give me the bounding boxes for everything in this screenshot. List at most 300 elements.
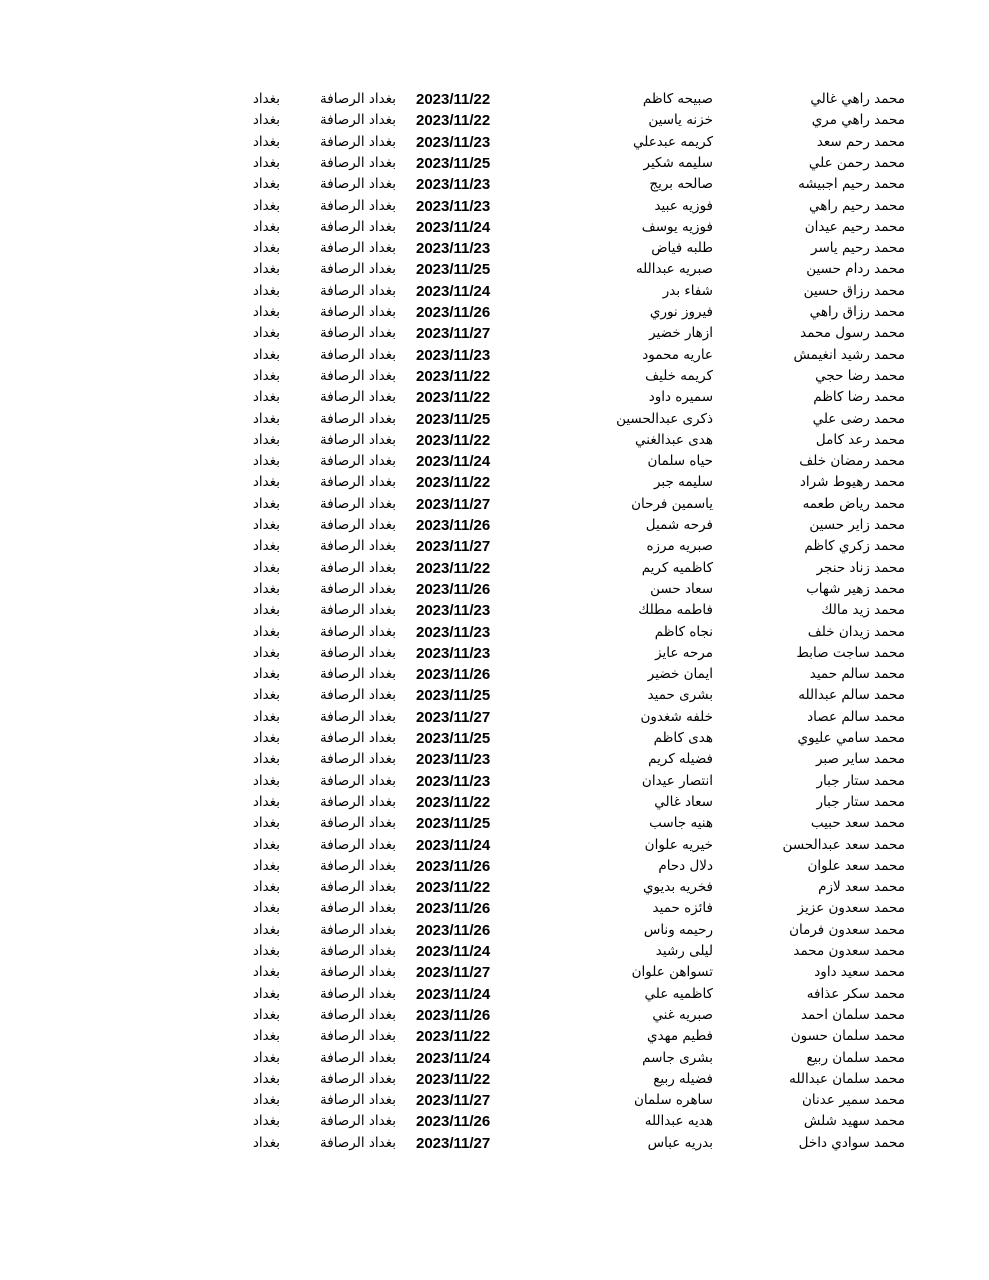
person-name: محمد رسول محمد bbox=[800, 325, 905, 342]
mother-name: كاظميه علي bbox=[644, 985, 713, 1002]
mother-name: صبيحه كاظم bbox=[642, 91, 713, 107]
district-name: بغداد الرصافة bbox=[320, 154, 396, 171]
person-name: محمد زيد مالك bbox=[821, 602, 905, 619]
province-name: بغداد bbox=[252, 900, 280, 917]
registration-date: 2023/11/25 bbox=[416, 815, 491, 833]
district-name: بغداد الرصافة bbox=[320, 538, 396, 555]
table-row bbox=[0, 728, 989, 749]
table-row bbox=[0, 451, 989, 472]
person-name: محمد رعد كامل bbox=[815, 431, 905, 448]
table-row bbox=[0, 558, 989, 579]
mother-name: فائزه حميد bbox=[652, 900, 713, 917]
mother-name: نجاه كاظم bbox=[654, 623, 713, 640]
district-name: بغداد الرصافة bbox=[320, 772, 396, 789]
table-row bbox=[0, 281, 989, 302]
mother-name: ياسمين فرحان bbox=[631, 495, 713, 512]
person-name: محمد سلمان ربيع bbox=[806, 1049, 905, 1066]
district-name: بغداد الرصافة bbox=[320, 836, 396, 853]
mother-name: فرحه شميل bbox=[645, 517, 713, 533]
district-name: بغداد الرصافة bbox=[320, 1070, 396, 1087]
district-name: بغداد الرصافة bbox=[320, 623, 396, 640]
mother-name: طلبه فياض bbox=[651, 240, 713, 257]
mother-name: كريمه عبدعلي bbox=[633, 133, 713, 150]
province-name: بغداد bbox=[252, 176, 280, 193]
person-name: محمد سلمان عبدالله bbox=[789, 1070, 905, 1087]
district-name: بغداد الرصافة bbox=[320, 708, 396, 725]
province-name: بغداد bbox=[252, 1006, 280, 1023]
province-name: بغداد bbox=[252, 1092, 280, 1109]
district-name: بغداد الرصافة bbox=[320, 730, 396, 746]
mother-name: رحيمه وناس bbox=[643, 921, 713, 938]
person-name: محمد سعدون محمد bbox=[793, 943, 905, 959]
table-row bbox=[0, 877, 989, 898]
mother-name: فاطمه مطلك bbox=[638, 602, 713, 619]
registration-date: 2023/11/24 bbox=[416, 453, 491, 471]
person-name: محمد رشيد انغيمش bbox=[793, 346, 905, 363]
province-name: بغداد bbox=[252, 431, 280, 448]
person-name: محمد رحيم اجبيشه bbox=[798, 176, 905, 193]
district-name: بغداد الرصافة bbox=[320, 474, 396, 491]
table-row bbox=[0, 1069, 989, 1090]
table-row bbox=[0, 622, 989, 643]
province-name: بغداد bbox=[252, 282, 280, 299]
table-row bbox=[0, 387, 989, 408]
province-name: بغداد bbox=[252, 644, 280, 661]
mother-name: ذكرى عبدالحسين bbox=[616, 410, 713, 427]
province-name: بغداد bbox=[252, 580, 280, 597]
district-name: بغداد الرصافة bbox=[320, 1006, 396, 1023]
mother-name: خيريه علوان bbox=[644, 836, 713, 853]
table-row bbox=[0, 643, 989, 664]
province-name: بغداد bbox=[252, 879, 280, 896]
district-name: بغداد الرصافة bbox=[320, 410, 396, 427]
mother-name: شفاء بدر bbox=[662, 282, 713, 299]
mother-name: هنيه جاسب bbox=[649, 815, 713, 832]
province-name: بغداد bbox=[252, 1049, 280, 1066]
person-name: محمد رحيم ياسر bbox=[811, 240, 905, 257]
province-name: بغداد bbox=[252, 410, 280, 427]
mother-name: بشرى حميد bbox=[647, 687, 713, 704]
person-name: محمد زناد حنجر bbox=[816, 559, 905, 576]
registration-date: 2023/11/22 bbox=[416, 389, 491, 407]
province-name: بغداد bbox=[252, 1134, 280, 1151]
mother-name: فيروز نوري bbox=[649, 304, 713, 320]
district-name: بغداد الرصافة bbox=[320, 644, 396, 661]
registration-date: 2023/11/27 bbox=[416, 1092, 491, 1110]
registration-date: 2023/11/23 bbox=[416, 623, 491, 641]
person-name: محمد سوادي داخل bbox=[798, 1134, 905, 1151]
table-row bbox=[0, 366, 989, 387]
mother-name: هدى عبدالغني bbox=[635, 431, 713, 448]
province-name: بغداد bbox=[252, 517, 280, 533]
district-name: بغداد الرصافة bbox=[320, 495, 396, 512]
person-name: محمد زيدان خلف bbox=[807, 623, 905, 640]
district-name: بغداد الرصافة bbox=[320, 240, 396, 257]
table-row bbox=[0, 707, 989, 728]
district-name: بغداد الرصافة bbox=[320, 1028, 396, 1045]
table-row bbox=[0, 132, 989, 153]
district-name: بغداد الرصافة bbox=[320, 517, 396, 533]
registration-date: 2023/11/23 bbox=[416, 197, 491, 215]
mother-name: سليمه شكير bbox=[643, 154, 713, 171]
mother-name: صبريه مرزه bbox=[646, 538, 713, 555]
district-name: بغداد الرصافة bbox=[320, 985, 396, 1002]
district-name: بغداد الرصافة bbox=[320, 431, 396, 448]
registration-date: 2023/11/27 bbox=[416, 1134, 491, 1152]
registration-date: 2023/11/25 bbox=[416, 410, 491, 428]
person-name: محمد رياض طعمه bbox=[802, 495, 905, 512]
person-name: محمد ساجت صابط bbox=[796, 644, 905, 661]
province-name: بغداد bbox=[252, 325, 280, 342]
province-name: بغداد bbox=[252, 1028, 280, 1045]
province-name: بغداد bbox=[252, 474, 280, 491]
mother-name: صالحه بريج bbox=[649, 176, 713, 193]
registration-date: 2023/11/26 bbox=[416, 900, 491, 918]
person-name: محمد سامي عليوي bbox=[797, 730, 905, 746]
registration-date: 2023/11/22 bbox=[416, 1070, 491, 1088]
registration-date: 2023/11/27 bbox=[416, 708, 491, 726]
person-name: محمد سالم عصاد bbox=[807, 708, 905, 725]
mother-name: ليلى رشيد bbox=[655, 943, 713, 959]
registration-date: 2023/11/27 bbox=[416, 495, 491, 513]
province-name: بغداد bbox=[252, 538, 280, 555]
registration-date: 2023/11/26 bbox=[416, 1006, 491, 1024]
person-name: محمد رحمن علي bbox=[808, 154, 905, 171]
person-name: محمد ردام حسين bbox=[806, 261, 905, 278]
mother-name: سعاد حسن bbox=[650, 580, 713, 597]
registration-date: 2023/11/23 bbox=[416, 133, 491, 151]
table-row bbox=[0, 1005, 989, 1026]
registration-date: 2023/11/25 bbox=[416, 154, 491, 172]
table-row bbox=[0, 1133, 989, 1154]
mother-name: صبريه عبدالله bbox=[635, 261, 713, 278]
mother-name: تسواهن علوان bbox=[631, 964, 713, 981]
district-name: بغداد الرصافة bbox=[320, 112, 396, 129]
district-name: بغداد الرصافة bbox=[320, 580, 396, 597]
district-name: بغداد الرصافة bbox=[320, 964, 396, 981]
mother-name: بدريه عباس bbox=[647, 1134, 713, 1151]
province-name: بغداد bbox=[252, 261, 280, 278]
province-name: بغداد bbox=[252, 389, 280, 406]
person-name: محمد سلمان احمد bbox=[800, 1006, 905, 1023]
person-name: محمد رحيم عيدان bbox=[804, 218, 905, 235]
mother-name: فطيم مهدي bbox=[647, 1028, 713, 1045]
person-name: محمد سالم عبدالله bbox=[798, 687, 905, 704]
registration-date: 2023/11/22 bbox=[416, 1028, 491, 1046]
district-name: بغداد الرصافة bbox=[320, 1134, 396, 1151]
table-row bbox=[0, 430, 989, 451]
person-name: محمد ستار جبار bbox=[816, 772, 905, 789]
province-name: بغداد bbox=[252, 1113, 280, 1130]
district-name: بغداد الرصافة bbox=[320, 218, 396, 235]
table-row bbox=[0, 196, 989, 217]
registration-date: 2023/11/26 bbox=[416, 857, 491, 875]
mother-name: مرحه عايز bbox=[655, 644, 713, 661]
table-row bbox=[0, 835, 989, 856]
province-name: بغداد bbox=[252, 453, 280, 470]
person-name: محمد سمير عدنان bbox=[802, 1092, 905, 1109]
table-row bbox=[0, 409, 989, 430]
table-row bbox=[0, 962, 989, 983]
district-name: بغداد الرصافة bbox=[320, 367, 396, 384]
person-name: محمد سعد علوان bbox=[807, 857, 905, 874]
table-row bbox=[0, 856, 989, 877]
district-name: بغداد الرصافة bbox=[320, 602, 396, 619]
district-name: بغداد الرصافة bbox=[320, 559, 396, 576]
province-name: بغداد bbox=[252, 91, 280, 107]
person-name: محمد رضى علي bbox=[812, 410, 905, 427]
person-name: محمد رزاق راهي bbox=[809, 304, 905, 320]
district-name: بغداد الرصافة bbox=[320, 197, 396, 214]
person-name: محمد سكر عذافه bbox=[806, 985, 905, 1002]
district-name: بغداد الرصافة bbox=[320, 91, 396, 107]
province-name: بغداد bbox=[252, 559, 280, 576]
person-name: محمد سعدون عزيز bbox=[797, 900, 905, 917]
person-name: محمد زاير حسين bbox=[809, 517, 905, 533]
registration-date: 2023/11/22 bbox=[416, 793, 491, 811]
registration-date: 2023/11/22 bbox=[416, 559, 491, 577]
table-row bbox=[0, 110, 989, 131]
person-name: محمد راهي غالي bbox=[810, 91, 905, 107]
district-name: بغداد الرصافة bbox=[320, 133, 396, 150]
table-row bbox=[0, 89, 989, 110]
district-name: بغداد الرصافة bbox=[320, 666, 396, 683]
district-name: بغداد الرصافة bbox=[320, 325, 396, 342]
table-row bbox=[0, 217, 989, 238]
person-name: محمد سعد حبيب bbox=[810, 815, 905, 832]
mother-name: سعاد غالي bbox=[654, 793, 713, 810]
table-row bbox=[0, 238, 989, 259]
registration-date: 2023/11/23 bbox=[416, 346, 491, 364]
table-row bbox=[0, 174, 989, 195]
mother-name: كاظميه كريم bbox=[641, 559, 713, 576]
person-name: محمد رحيم راهي bbox=[809, 197, 905, 214]
district-name: بغداد الرصافة bbox=[320, 943, 396, 959]
province-name: بغداد bbox=[252, 240, 280, 257]
registration-date: 2023/11/23 bbox=[416, 176, 491, 194]
registration-date: 2023/11/23 bbox=[416, 240, 491, 258]
mother-name: بشرى جاسم bbox=[642, 1049, 713, 1066]
province-name: بغداد bbox=[252, 666, 280, 683]
registration-date: 2023/11/22 bbox=[416, 431, 491, 449]
registration-date: 2023/11/24 bbox=[416, 985, 491, 1003]
registration-date: 2023/11/24 bbox=[416, 943, 491, 960]
province-name: بغداد bbox=[252, 218, 280, 235]
province-name: بغداد bbox=[252, 197, 280, 214]
province-name: بغداد bbox=[252, 921, 280, 938]
registration-date: 2023/11/25 bbox=[416, 730, 491, 747]
mother-name: فضيله ربيع bbox=[653, 1070, 713, 1087]
province-name: بغداد bbox=[252, 623, 280, 640]
table-row bbox=[0, 345, 989, 366]
district-name: بغداد الرصافة bbox=[320, 1049, 396, 1066]
table-row bbox=[0, 1090, 989, 1111]
person-name: محمد رهيوط شراد bbox=[799, 474, 905, 491]
province-name: بغداد bbox=[252, 687, 280, 704]
registration-date: 2023/11/27 bbox=[416, 325, 491, 343]
mother-name: عاريه محمود bbox=[642, 346, 713, 363]
province-name: بغداد bbox=[252, 367, 280, 384]
person-name: محمد رضا حجي bbox=[815, 367, 905, 384]
district-name: بغداد الرصافة bbox=[320, 1092, 396, 1109]
mother-name: سميره داود bbox=[648, 389, 713, 406]
registration-date: 2023/11/22 bbox=[416, 112, 491, 130]
district-name: بغداد الرصافة bbox=[320, 857, 396, 874]
registration-date: 2023/11/25 bbox=[416, 261, 491, 279]
registration-date: 2023/11/26 bbox=[416, 304, 491, 321]
registration-date: 2023/11/24 bbox=[416, 282, 491, 300]
district-name: بغداد الرصافة bbox=[320, 815, 396, 832]
table-row bbox=[0, 898, 989, 919]
district-name: بغداد الرصافة bbox=[320, 900, 396, 917]
table-row bbox=[0, 771, 989, 792]
province-name: بغداد bbox=[252, 495, 280, 512]
table-row bbox=[0, 302, 989, 323]
mother-name: صبريه غني bbox=[652, 1006, 713, 1023]
province-name: بغداد bbox=[252, 857, 280, 874]
registration-date: 2023/11/22 bbox=[416, 474, 491, 492]
district-name: بغداد الرصافة bbox=[320, 793, 396, 810]
table-row bbox=[0, 600, 989, 621]
mother-name: ساهره سلمان bbox=[634, 1092, 713, 1109]
province-name: بغداد bbox=[252, 602, 280, 619]
district-name: بغداد الرصافة bbox=[320, 346, 396, 363]
province-name: بغداد bbox=[252, 346, 280, 363]
table-row bbox=[0, 920, 989, 941]
province-name: بغداد bbox=[252, 985, 280, 1002]
province-name: بغداد bbox=[252, 154, 280, 171]
registration-date: 2023/11/25 bbox=[416, 687, 491, 705]
person-name: محمد رحم سعد bbox=[816, 133, 905, 150]
person-name: محمد راهي مري bbox=[811, 112, 905, 129]
province-name: بغداد bbox=[252, 836, 280, 853]
table-row bbox=[0, 259, 989, 280]
mother-name: ازهار خضير bbox=[649, 325, 713, 342]
table-row bbox=[0, 813, 989, 834]
person-name: محمد ستار جبار bbox=[816, 793, 905, 810]
table-row bbox=[0, 749, 989, 770]
table-row bbox=[0, 792, 989, 813]
mother-name: فضيله كريم bbox=[648, 751, 713, 768]
registration-date: 2023/11/24 bbox=[416, 218, 491, 236]
table-row bbox=[0, 536, 989, 557]
registration-date: 2023/11/26 bbox=[416, 921, 491, 939]
table-row bbox=[0, 664, 989, 685]
person-name: محمد زهير شهاب bbox=[806, 580, 905, 597]
registration-date: 2023/11/23 bbox=[416, 772, 491, 790]
province-name: بغداد bbox=[252, 730, 280, 746]
registration-date: 2023/11/26 bbox=[416, 580, 491, 598]
registration-date: 2023/11/27 bbox=[416, 964, 491, 982]
table-row bbox=[0, 494, 989, 515]
district-name: بغداد الرصافة bbox=[320, 261, 396, 278]
table-row bbox=[0, 984, 989, 1005]
registration-date: 2023/11/22 bbox=[416, 91, 491, 108]
district-name: بغداد الرصافة bbox=[320, 921, 396, 938]
person-name: محمد سعد عبدالحسن bbox=[782, 836, 905, 853]
table-row bbox=[0, 579, 989, 600]
mother-name: فخريه بديوي bbox=[642, 879, 713, 896]
mother-name: ايمان خضير bbox=[647, 666, 713, 683]
table-row bbox=[0, 153, 989, 174]
registration-date: 2023/11/22 bbox=[416, 879, 491, 897]
province-name: بغداد bbox=[252, 133, 280, 150]
registration-date: 2023/11/22 bbox=[416, 367, 491, 385]
registration-date: 2023/11/26 bbox=[416, 666, 491, 684]
table-row bbox=[0, 515, 989, 536]
registration-date: 2023/11/23 bbox=[416, 602, 491, 620]
province-name: بغداد bbox=[252, 772, 280, 789]
registration-date: 2023/11/24 bbox=[416, 836, 491, 854]
province-name: بغداد bbox=[252, 815, 280, 832]
district-name: بغداد الرصافة bbox=[320, 687, 396, 704]
person-name: محمد سعدون فرمان bbox=[789, 921, 905, 938]
province-name: بغداد bbox=[252, 943, 280, 959]
district-name: بغداد الرصافة bbox=[320, 751, 396, 768]
mother-name: خلفه شغدون bbox=[640, 708, 713, 725]
person-name: محمد رزاق حسين bbox=[803, 282, 905, 299]
registration-date: 2023/11/26 bbox=[416, 1113, 491, 1131]
mother-name: هديه عبدالله bbox=[644, 1113, 713, 1130]
mother-name: فوزيه يوسف bbox=[641, 218, 713, 235]
registration-date: 2023/11/23 bbox=[416, 644, 491, 662]
person-name: محمد زكري كاظم bbox=[804, 538, 905, 555]
province-name: بغداد bbox=[252, 708, 280, 725]
table-row bbox=[0, 685, 989, 706]
mother-name: فوزيه عبيد bbox=[654, 197, 713, 214]
person-name: محمد رضا كاظم bbox=[813, 389, 905, 406]
district-name: بغداد الرصافة bbox=[320, 389, 396, 406]
mother-name: انتصار عيدان bbox=[641, 772, 713, 789]
district-name: بغداد الرصافة bbox=[320, 879, 396, 896]
person-name: محمد سعيد داود bbox=[814, 964, 905, 981]
mother-name: حياه سلمان bbox=[647, 453, 713, 470]
table-row bbox=[0, 1048, 989, 1069]
province-name: بغداد bbox=[252, 1070, 280, 1087]
table-row bbox=[0, 941, 989, 962]
person-name: محمد ساير صبر bbox=[815, 751, 905, 768]
person-name: محمد رمضان خلف bbox=[799, 453, 905, 470]
registration-date: 2023/11/23 bbox=[416, 751, 491, 769]
mother-name: خزنه ياسين bbox=[648, 112, 713, 129]
table-row bbox=[0, 472, 989, 493]
district-name: بغداد الرصافة bbox=[320, 282, 396, 299]
district-name: بغداد الرصافة bbox=[320, 1113, 396, 1130]
province-name: بغداد bbox=[252, 793, 280, 810]
person-name: محمد سعد لازم bbox=[818, 879, 905, 896]
province-name: بغداد bbox=[252, 112, 280, 129]
person-name: محمد سهيد شلش bbox=[803, 1113, 905, 1130]
registration-date: 2023/11/26 bbox=[416, 517, 491, 534]
mother-name: هدى كاظم bbox=[653, 730, 713, 746]
mother-name: سليمه جبر bbox=[653, 474, 713, 491]
table-row bbox=[0, 1026, 989, 1047]
table-row bbox=[0, 1111, 989, 1132]
person-name: محمد سلمان حسون bbox=[790, 1028, 905, 1045]
registration-date: 2023/11/27 bbox=[416, 538, 491, 556]
table-row bbox=[0, 323, 989, 344]
province-name: بغداد bbox=[252, 964, 280, 981]
district-name: بغداد الرصافة bbox=[320, 176, 396, 193]
mother-name: دلال دحام bbox=[658, 857, 713, 874]
province-name: بغداد bbox=[252, 304, 280, 320]
district-name: بغداد الرصافة bbox=[320, 453, 396, 470]
district-name: بغداد الرصافة bbox=[320, 304, 396, 320]
registration-date: 2023/11/24 bbox=[416, 1049, 491, 1067]
person-name: محمد سالم حميد bbox=[809, 666, 905, 683]
province-name: بغداد bbox=[252, 751, 280, 768]
mother-name: كريمه خليف bbox=[645, 367, 713, 384]
